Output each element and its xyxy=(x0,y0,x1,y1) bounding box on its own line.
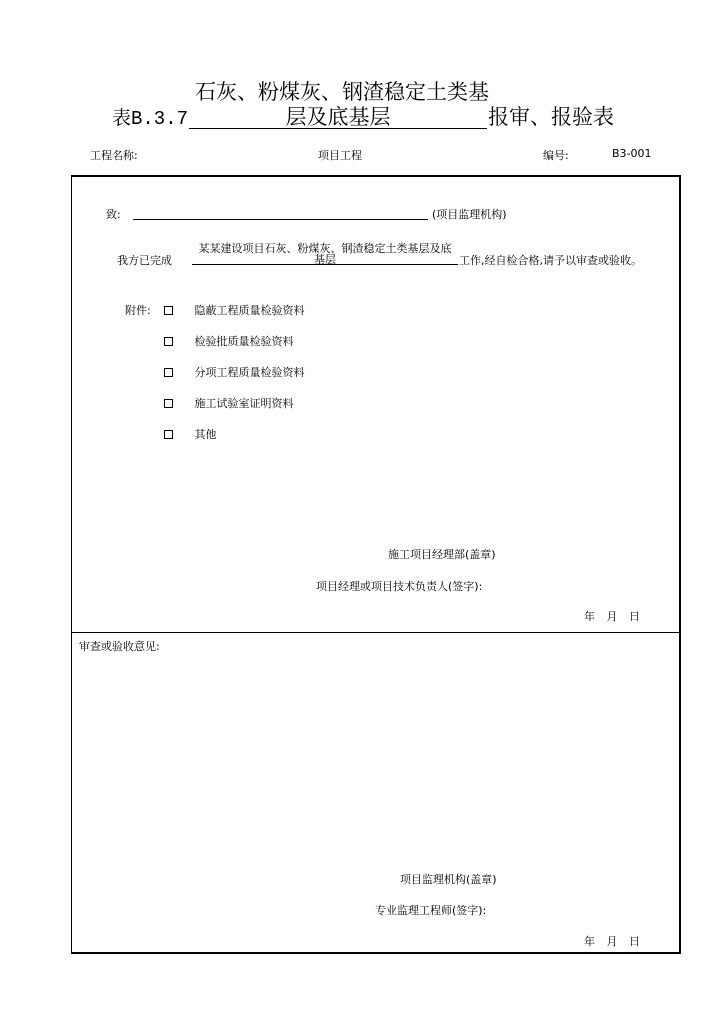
form-title-fill: 层及底基层 xyxy=(189,106,487,129)
attachment-label: 隐蔽工程质量检验资料 xyxy=(194,304,305,317)
attachment-item[interactable] xyxy=(164,364,305,380)
supervising-engineer-signature: 专业监理工程师(签字): xyxy=(375,904,487,917)
attachment-item[interactable] xyxy=(164,333,294,349)
attachment-label: 检验批质量检验资料 xyxy=(194,335,294,348)
form-code: 表B.3.7 xyxy=(112,108,189,130)
to-label: 致: xyxy=(106,208,121,221)
form-title-line2 xyxy=(112,101,614,131)
supervision-org-seal: 项目监理机构(盖章) xyxy=(400,873,497,886)
attachment-item[interactable] xyxy=(164,302,305,318)
contractor-date: 年 月 日 xyxy=(584,610,640,623)
completed-work-line2: 基层 xyxy=(314,253,336,266)
attachment-checkbox[interactable] xyxy=(164,399,173,408)
form-number-value: B3-001 xyxy=(612,147,652,160)
to-recipient-line xyxy=(133,219,428,220)
completed-label: 我方已完成 xyxy=(117,254,172,267)
attachment-label: 施工试验室证明资料 xyxy=(194,397,294,410)
project-manager-signature: 项目经理或项目技术负责人(签字): xyxy=(316,580,483,593)
attachment-item[interactable] xyxy=(164,395,294,411)
project-name-value: 项目工程 xyxy=(318,149,362,162)
completed-work-line1: 某某建设项目石灰、粉煤灰、钢渣稳定土类基层及底 xyxy=(198,242,452,255)
attachment-label: 其他 xyxy=(194,428,217,441)
form-border xyxy=(71,175,681,954)
attachment-item[interactable] xyxy=(164,426,217,442)
completed-suffix: 工作,经自检合格,请予以审查或验收。 xyxy=(459,254,642,267)
attachment-checkbox[interactable] xyxy=(164,368,173,377)
attachment-checkbox[interactable] xyxy=(164,337,173,346)
section-divider xyxy=(71,632,681,633)
form-title-suffix: 报审、报验表 xyxy=(488,105,615,129)
to-recipient-suffix: (项目监理机构) xyxy=(432,208,507,221)
project-name-label: 工程名称: xyxy=(90,149,138,162)
attachment-checkbox[interactable] xyxy=(164,430,173,439)
supervision-date: 年 月 日 xyxy=(584,935,640,948)
contractor-dept-seal: 施工项目经理部(盖章) xyxy=(388,548,496,561)
form-number-label: 编号: xyxy=(543,149,569,162)
completed-work-line xyxy=(192,264,458,265)
attachment-checkbox[interactable] xyxy=(164,306,173,315)
attachments-label: 附件: xyxy=(125,304,151,317)
review-opinion-label: 审查或验收意见: xyxy=(79,640,160,653)
attachment-label: 分项工程质量检验资料 xyxy=(194,366,305,379)
form-title-line1: 石灰、粉煤灰、钢渣稳定土类基 xyxy=(195,80,489,104)
